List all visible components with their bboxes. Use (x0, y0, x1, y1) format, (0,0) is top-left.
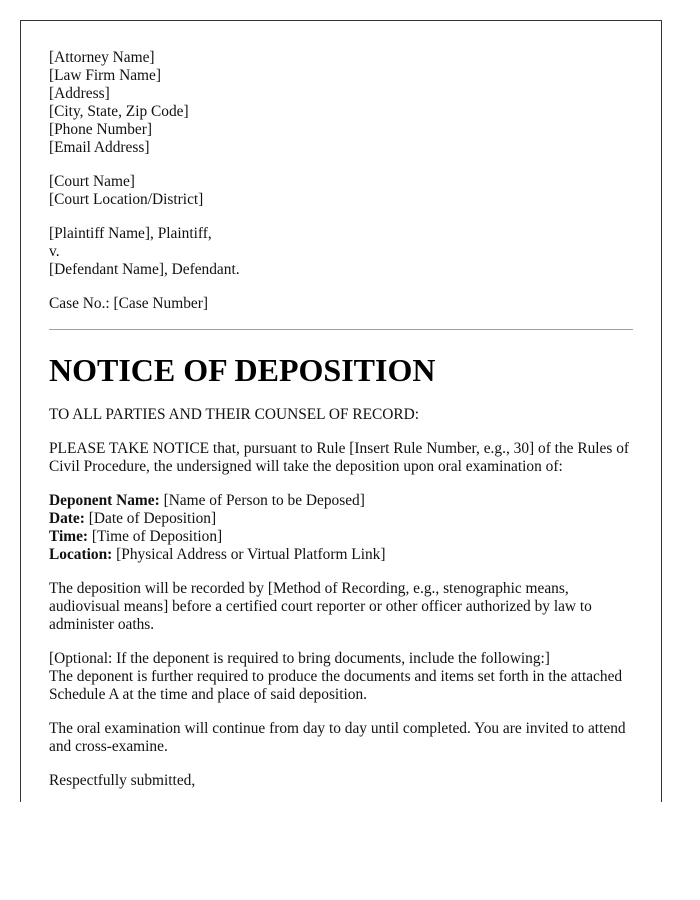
detail-value: [Name of Person to be Deposed] (159, 492, 365, 509)
closing-line: Respectfully submitted, (49, 772, 196, 789)
detail-label: Deponent Name: (49, 492, 160, 509)
salutation: TO ALL PARTIES AND THEIR COUNSEL OF RECORD: (49, 406, 420, 423)
case-number: Case No.: [Case Number] (49, 295, 208, 312)
attorney-phone: [Phone Number] (49, 121, 153, 138)
document-title: NOTICE OF DEPOSITION (49, 352, 436, 388)
attorney-address: [Address] (49, 85, 110, 102)
detail-label: Date: (49, 510, 85, 527)
detail-date (49, 510, 633, 528)
header-divider (49, 329, 633, 330)
law-firm-name: [Law Firm Name] (49, 67, 161, 84)
recording-paragraph: The deposition will be recorded by [Method of Recording, e.g., stenographic means, audiovisual means] before a certified court reporter or other officer authorized by law to administer oaths. (49, 580, 592, 633)
defendant-line: [Defendant Name], Defendant. (49, 261, 240, 278)
attorney-info-block (49, 49, 633, 157)
detail-time (49, 528, 633, 546)
case-number-block (49, 295, 633, 313)
detail-value: [Time of Deposition] (88, 528, 223, 545)
attorney-name: [Attorney Name] (49, 49, 155, 66)
documents-requirement: The deponent is further required to produce the documents and items set forth in the attached Schedule A at the time and place of said deposition. (49, 668, 623, 703)
parties-block (49, 225, 633, 279)
optional-documents-block (49, 650, 633, 704)
attorney-city-state-zip: [City, State, Zip Code] (49, 103, 189, 120)
detail-value: [Date of Deposition] (84, 510, 217, 527)
court-info-block (49, 173, 633, 209)
deposition-details (49, 492, 633, 564)
document-page (20, 20, 662, 802)
detail-location (49, 546, 633, 564)
detail-label: Time: (49, 528, 89, 545)
versus-line: v. (49, 243, 60, 260)
intro-paragraph: PLEASE TAKE NOTICE that, pursuant to Rule [Insert Rule Number, e.g., 30] of the Rules of Civil Procedure, the undersigned will take the deposition upon oral examination of: (49, 440, 630, 475)
detail-value: [Physical Address or Virtual Platform Link] (112, 546, 386, 563)
optional-note: [Optional: If the deponent is required to bring documents, include the following:] (49, 650, 550, 667)
court-location: [Court Location/District] (49, 191, 204, 208)
attorney-email: [Email Address] (49, 139, 150, 156)
plaintiff-line: [Plaintiff Name], Plaintiff, (49, 225, 212, 242)
continuation-paragraph: The oral examination will continue from day to day until completed. You are invited to attend and cross-examine. (49, 720, 626, 755)
court-name: [Court Name] (49, 173, 135, 190)
detail-label: Location: (49, 546, 113, 563)
detail-deponent-name (49, 492, 633, 510)
